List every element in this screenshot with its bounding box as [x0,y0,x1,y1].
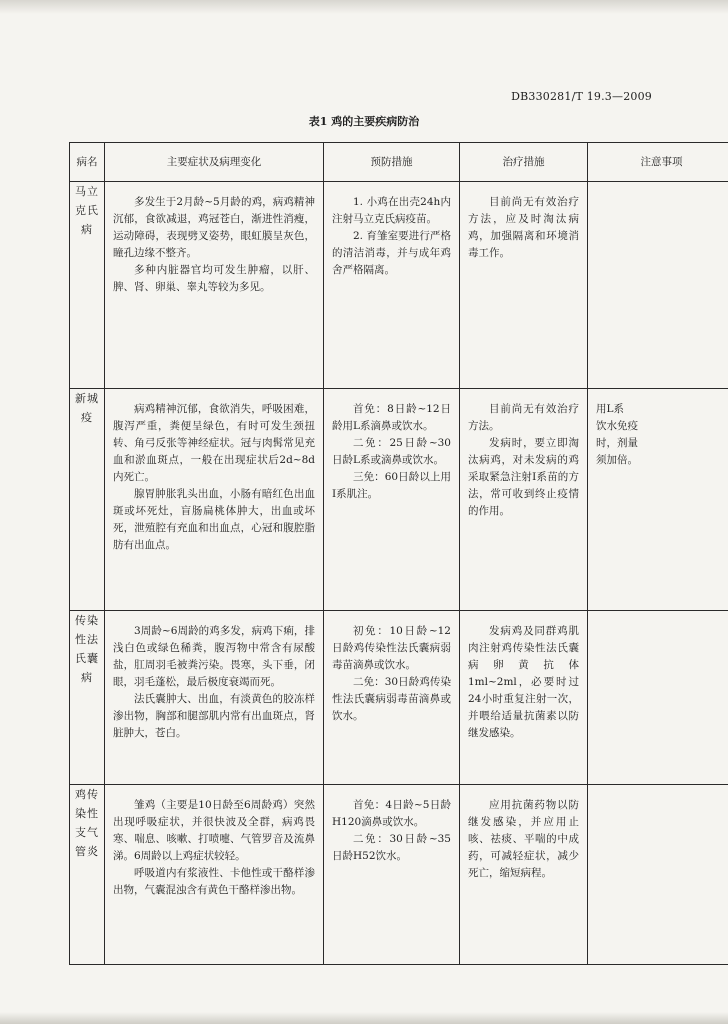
prevention-paragraph: 二免：25日龄~30日龄L系或滴鼻或饮水。 [332,437,451,466]
note-line: 须加倍。 [596,454,638,466]
header-symptoms: 主要症状及病理变化 [105,143,324,182]
symptoms-cell [105,611,324,785]
symptoms-paragraph: 多种内脏器官均可发生肿瘤，以肝、脾、肾、卵巢、睾丸等较为多见。 [113,264,315,293]
table-header-row [70,143,728,182]
symptoms-paragraph: 病鸡精神沉郁，食欲消失，呼吸困难，腹泻严重，粪便呈绿色，有时可发生颈扭转、角弓反张等神经症状。冠与肉髯常见充血和淤血斑点，一般在出现症状后2d~8d内死亡。 [113,403,315,483]
disease-name: 鸡传染性支气管炎 [70,785,105,965]
treatment-paragraph: 目前尚无有效治疗方法。 [468,403,579,432]
table-row [70,785,728,965]
prevention-paragraph: 三免：60日龄以上用I系肌注。 [332,471,451,500]
notes-cell [588,182,728,389]
treatment-paragraph: 发病鸡及同群鸡肌肉注射鸡传染性法氏囊病卵黄抗体1ml~2ml，必要时过24小时重复注射一次，并喂给适量抗菌素以防继发感染。 [468,625,579,739]
notes-cell [588,611,728,785]
prevention-cell [324,182,460,389]
treatment-cell [460,611,588,785]
treatment-paragraph: 发病时，要立即淘汰病鸡，对未发病的鸡采取紧急注射I系苗的方法，常可收到终止疫情的作用。 [468,437,579,517]
table-title: 表1 鸡的主要疾病防治 [308,115,420,128]
header-treatment: 治疗措施 [460,143,588,182]
disease-name: 传染性法氏囊病 [70,611,105,785]
table-row [70,611,728,785]
prevention-cell [324,785,460,965]
document-code: DB330281/T 19.3—2009 [511,90,652,103]
disease-name: 马立克氏病 [70,182,105,389]
symptoms-paragraph: 呼吸道内有浆液性、卡他性或干酪样渗出物，气囊混浊含有黄色干酪样渗出物。 [113,867,315,896]
prevention-cell [324,389,460,611]
treatment-paragraph: 目前尚无有效治疗方法，应及时淘汰病鸡，加强隔离和环境消毒工作。 [468,196,579,259]
prevention-paragraph: 首免：8日龄~12日龄用L系滴鼻或饮水。 [332,403,451,432]
prevention-paragraph: 1. 小鸡在出壳24h内注射马立克氏病疫苗。 [332,196,451,225]
notes-cell [588,389,728,611]
note-line: 饮水免疫 [596,420,638,432]
prevention-paragraph: 二免：30日龄鸡传染性法氏囊病弱毒苗滴鼻或饮水。 [332,676,451,722]
symptoms-paragraph: 法氏囊肿大、出血，有淡黄色的胶冻样渗出物，胸部和腿部肌内常有出血斑点，肾脏肿大，苍白。 [113,693,315,739]
prevention-cell [324,611,460,785]
table-row [70,389,728,611]
treatment-cell [460,182,588,389]
disease-table [69,142,728,965]
note-line: 时，剂量 [596,437,638,449]
prevention-paragraph: 2. 育雏室要进行严格的清洁消毒，并与成年鸡舍严格隔离。 [332,230,451,276]
symptoms-cell [105,785,324,965]
notes-cell [588,785,728,965]
treatment-paragraph: 应用抗菌药物以防继发感染，并应用止咳、祛痰、平喘的中成药，可减轻症状，减少死亡，缩短病程。 [468,799,579,879]
symptoms-paragraph: 雏鸡（主要是10日龄至6周龄鸡）突然出现呼吸症状，并很快波及全群，病鸡畏寒、喘息、咳嗽、打喷嚏、气管罗音及流鼻涕。6周龄以上鸡症状较轻。 [113,799,315,862]
prevention-paragraph: 初免：10日龄~12日龄鸡传染性法氏囊病弱毒苗滴鼻或饮水。 [332,625,451,671]
symptoms-paragraph: 3周龄~6周龄的鸡多发，病鸡下痢，排浅白色或绿色稀粪，腹泻物中常含有尿酸盐，肛周羽毛被粪污染。畏寒，头下垂，闭眼，羽毛蓬松，最后极度衰竭而死。 [113,625,315,688]
symptoms-cell [105,182,324,389]
header-notes: 注意事项 [588,143,728,182]
note-line: 用L系 [596,403,624,415]
header-disease-name: 病名 [70,143,105,182]
disease-name: 新城疫 [70,389,105,611]
table-row [70,182,728,389]
scan-bottom-edge [0,1012,728,1024]
symptoms-paragraph: 多发生于2月龄~5月龄的鸡，病鸡精神沉郁，食欲减退，鸡冠苍白，渐进性消瘦，运动障碍，表现劈叉姿势，眼虹膜呈灰色，瞳孔边缘不整齐。 [113,196,315,259]
scan-top-shadow [0,0,728,14]
prevention-paragraph: 二免：30日龄~35日龄H52饮水。 [332,833,451,862]
header-prevention: 预防措施 [324,143,460,182]
treatment-cell [460,389,588,611]
prevention-paragraph: 首免：4日龄~5日龄H120滴鼻或饮水。 [332,799,451,828]
treatment-cell [460,785,588,965]
symptoms-cell [105,389,324,611]
symptoms-paragraph: 腺胃肿胀乳头出血，小肠有暗红色出血斑或坏死灶，盲肠扁桃体肿大，出血或坏死，泄殖腔有充血和出血点，心冠和腹腔脂肪有出血点。 [113,488,315,551]
